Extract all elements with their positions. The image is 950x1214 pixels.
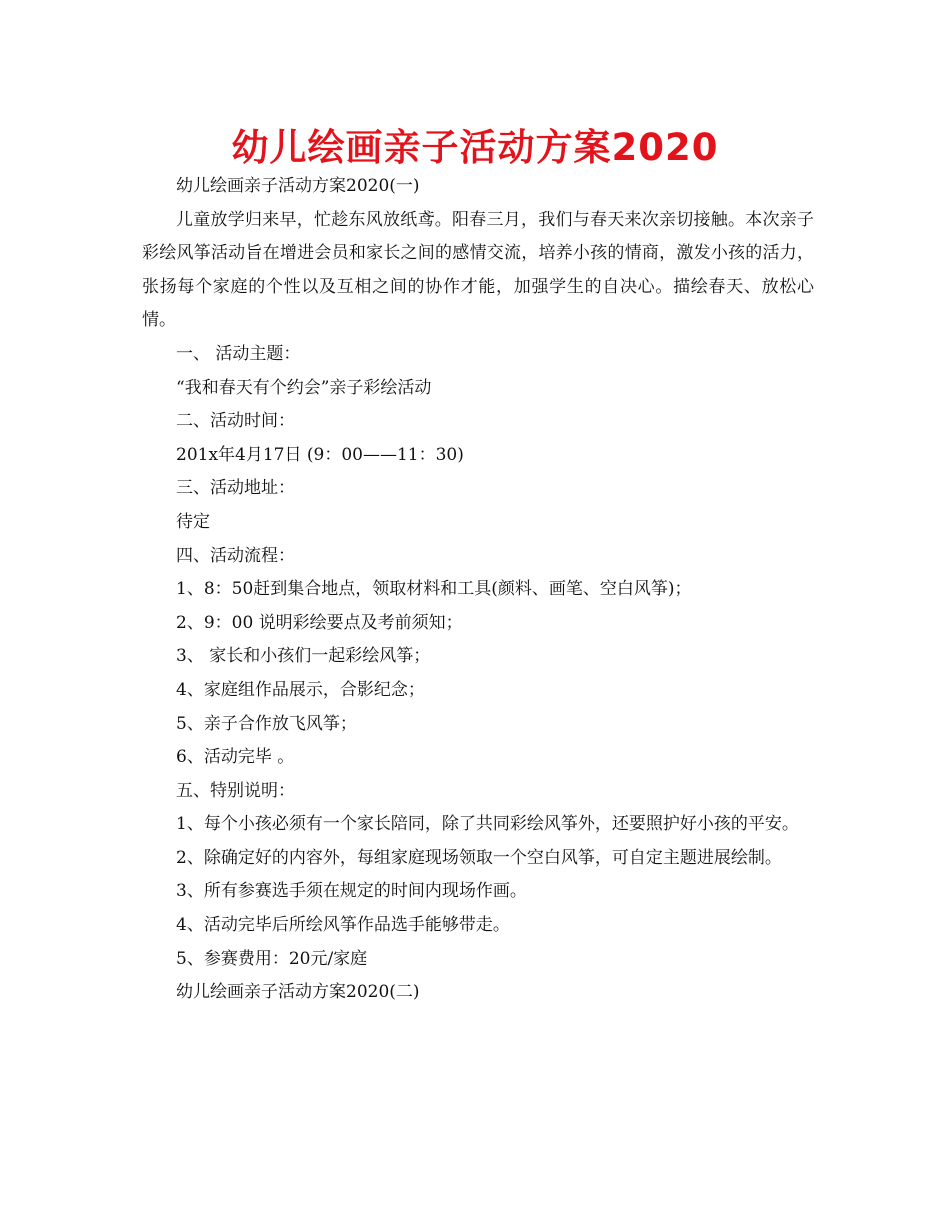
section-subtitle-2: 幼儿绘画亲子活动方案2020(二) — [176, 982, 420, 1003]
section-heading-location: 三、活动地址： — [176, 478, 295, 499]
section-heading-notes: 五、特别说明： — [176, 780, 295, 801]
location-content: 待定 — [176, 511, 210, 532]
flow-item: 3、 家长和小孩们一起彩绘风筝； — [176, 646, 431, 667]
note-item: 1、每个小孩必须有一个家长陪同，除了共同彩绘风筝外，还要照护好小孩的平安。 — [176, 814, 799, 835]
flow-item: 2、9：00 说明彩绘要点及考前须知； — [176, 612, 463, 633]
note-item: 4、活动完毕后所绘风筝作品选手能够带走。 — [176, 915, 510, 936]
time-content: 201x年4月17日 (9：00——11：30) — [176, 444, 464, 465]
flow-item: 1、8：50赶到集合地点，领取材料和工具(颜料、画笔、空白风筝)； — [176, 579, 692, 600]
section-heading-theme: 一、 活动主题： — [176, 343, 301, 364]
section-heading-flow: 四、活动流程： — [176, 545, 295, 566]
theme-content: “我和春天有个约会”亲子彩绘活动 — [176, 377, 432, 398]
document-title: 幼儿绘画亲子活动方案2020 — [231, 126, 719, 169]
flow-item: 6、活动完毕 。 — [176, 747, 295, 768]
flow-item: 4、家庭组作品展示，合影纪念； — [176, 679, 425, 700]
section-subtitle-1: 幼儿绘画亲子活动方案2020(一) — [176, 176, 420, 196]
flow-item: 5、亲子合作放飞风筝； — [176, 713, 357, 734]
section-heading-time: 二、活动时间： — [176, 411, 295, 432]
note-item: 2、除确定好的内容外，每组家庭现场领取一个空白风筝，可自定主题进展绘制。 — [176, 847, 782, 868]
note-item: 3、所有参赛选手须在规定的时间内现场作画。 — [176, 881, 527, 902]
document-body — [142, 170, 814, 1010]
intro-paragraph: 儿童放学归来早，忙趁东风放纸鸢。阳春三月，我们与春天来次亲切接触。本次亲子彩绘风筝活动旨在增进会员和家长之间的感情交流，培养小孩的情商，激发小孩的活力，张扬每个家庭的个性以及互相之间的协作才能，加强学生的自决心。描绘春天、放松心情。 — [142, 209, 814, 331]
note-item: 5、参赛费用：20元/家庭 — [176, 948, 368, 969]
